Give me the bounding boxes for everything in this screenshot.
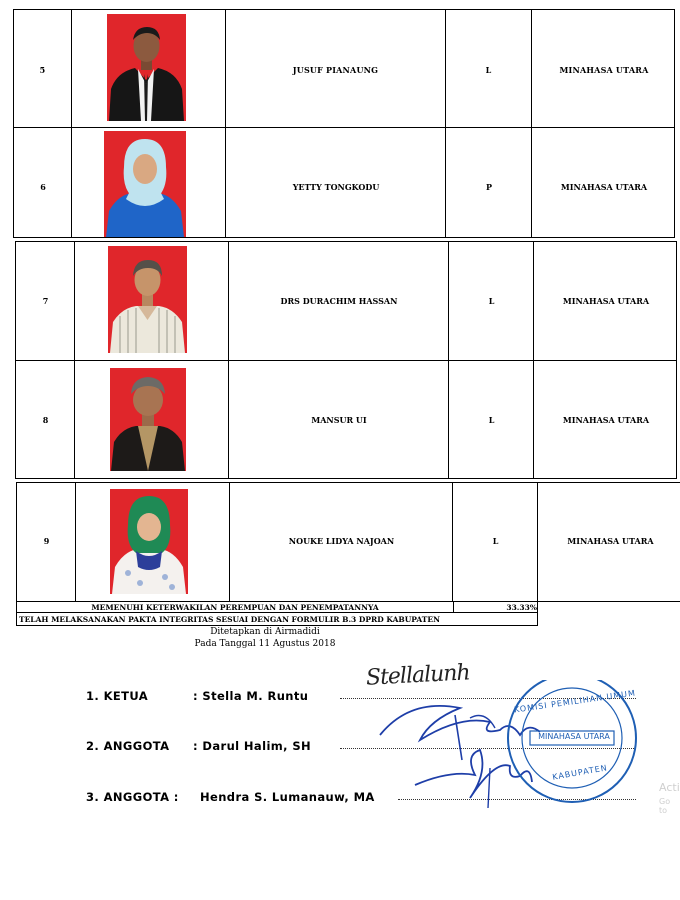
integrity-label: TELAH MELAKSANAKAN PAKTA INTEGRITAS SESUAI DENGAN FORMULIR B.3 DPRD KABUPATEN [19, 614, 440, 624]
signatory-role: 3. ANGGOTA : [86, 790, 179, 804]
candidate-name: DRS DURACHIM HASSAN [280, 296, 398, 306]
candidate-region: MINAHASA UTARA [559, 65, 649, 75]
candidate-gender: L [492, 536, 499, 546]
signatory-role: 2. ANGGOTA [86, 739, 170, 753]
stamp-center-text: MINAHASA UTARA [538, 732, 610, 741]
candidate-number: 5 [39, 65, 46, 75]
candidate-name: MANSUR UI [311, 415, 367, 425]
candidate-gender: L [488, 296, 495, 306]
candidate-gender: P [485, 182, 492, 192]
candidate-number: 7 [42, 296, 49, 306]
candidate-number: 8 [42, 415, 49, 425]
representation-value: 33.33% [506, 602, 537, 612]
representation-row [16, 601, 538, 613]
candidate-region: MINAHASA UTARA [562, 296, 650, 306]
signatory-name: : Darul Halim, SH [193, 739, 312, 753]
candidate-name: YETTY TONGKODU [292, 182, 380, 192]
stamp-top-text: KOMISI PEMILIHAN UMUM [513, 688, 637, 715]
representation-label: MEMENUHI KETERWAKILAN PEREMPUAN DAN PENEMPATANNYA [91, 602, 379, 612]
candidate-name: NOUKE LIDYA NAJOAN [288, 536, 395, 546]
candidate-number: 6 [40, 182, 46, 192]
candidate-photo [110, 368, 186, 471]
row-divider [16, 360, 676, 361]
candidate-region: MINAHASA UTARA [560, 182, 648, 192]
integrity-row [16, 613, 538, 626]
candidate-number: 9 [43, 536, 50, 546]
date-text: Pada Tanggal 11 Agustus 2018 [194, 639, 336, 649]
signature-ketua: Stellalunh [365, 660, 471, 691]
candidate-photo [104, 131, 186, 237]
watermark-line-2: Go to [659, 797, 671, 815]
signatory-role: 1. KETUA [86, 689, 149, 703]
candidate-photo [108, 246, 187, 353]
candidate-name: JUSUF PIANAUNG [292, 65, 379, 75]
signatory-name: Hendra S. Lumanauw, MA [200, 790, 375, 804]
row-divider [14, 127, 674, 128]
candidate-region: MINAHASA UTARA [567, 536, 654, 546]
watermark-line-1: Acti [659, 781, 680, 794]
candidate-gender: L [485, 65, 492, 75]
candidate-gender: L [488, 415, 495, 425]
candidate-region: MINAHASA UTARA [562, 415, 650, 425]
candidate-photo [110, 489, 188, 594]
signatory-name: : Stella M. Runtu [193, 689, 309, 703]
place-text: Ditetapkan di Airmadidi [210, 627, 320, 637]
candidate-photo [107, 14, 186, 121]
stamp-bottom-text: KABUPATEN [551, 763, 609, 782]
